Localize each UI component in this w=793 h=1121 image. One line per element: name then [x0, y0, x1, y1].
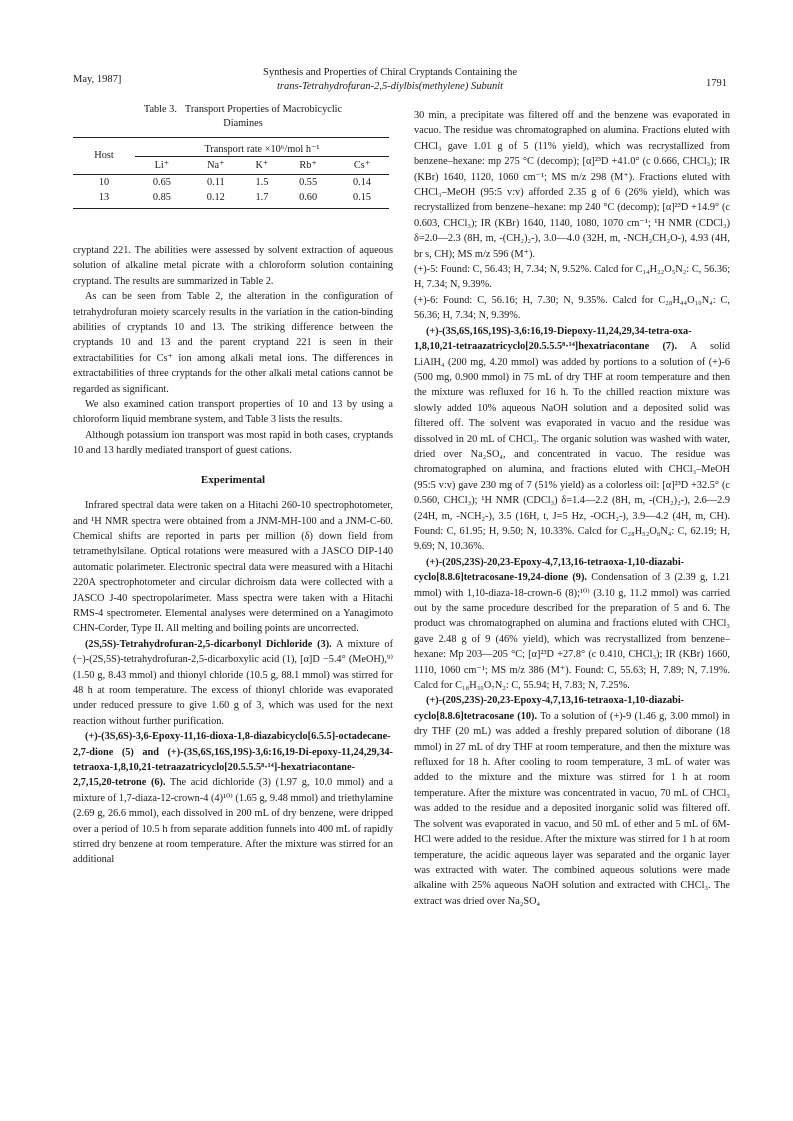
table-title-line1: Transport Properties of Macrobicyclic [184, 104, 343, 115]
analysis-paragraph: (+)-6: Found: C, 56.16; H, 7.30; N, 9.35%. Calcd for C₂₈H₄₄O₁₀N₄: C, 56.36; H, 7.34; N, 9.39%. [414, 294, 730, 322]
table-cell: 0.11 [206, 177, 225, 188]
section-title-experimental: Experimental [200, 473, 266, 486]
col-header-group: Transport rate ×10⁶/mol h⁻¹ [135, 138, 389, 157]
col-header-host: Host [73, 138, 135, 173]
compound-paragraph [414, 693, 730, 909]
table-cell-host: 10 [98, 177, 110, 188]
table-cell: 0.85 [152, 192, 171, 203]
table-row [73, 175, 389, 191]
table-cell: 1.5 [255, 177, 269, 188]
table-3 [73, 103, 393, 209]
col-header-cs: Cs⁺ [353, 159, 371, 171]
body-paragraph: Although potassium ion transport was most rapid in both cases, cryptands 10 and 13 hardly mediated transport of guest cations. [73, 429, 393, 457]
compound-text: A mixture of (−)-(2S,5S)-tetrahydrofuran-2,5-dicarboxylic acid (1), [α]D −5.4° (MeOH),⁹⁾ (1.50 g, 8.43 mmol) and thionyl chloride (10.5 g, 88.1 mmol) was stirred for 48 h at room temperature. The excess of thionyl chloride was evaporated under reduced pressure to give 1.60 g of 3, which was used for the next reaction without further purification. [73, 638, 393, 727]
table-title-line2: Diamines [223, 118, 263, 129]
header-title-line2: trans-Tetrahydrofuran-2,5-diylbis(methylene) Subunit [276, 81, 504, 92]
compound-paragraph [73, 729, 393, 868]
compound-title: (+)-(3S,6S)-3,6-Epoxy-11,16-dioxa-1,8-diazabicyclo[6.5.5]-octadecane-2,7-dione (5) and (+)-(3S,6S,16S,19S)-3,6:16,19-Di-epoxy-11,24,29,34-tetraoxa-1,8,10,21-tetraazatricyclo[20.5.5.5⁸·¹⁴]-hexatriacontane-2,7,15,20-tetrone (6). [73, 731, 393, 789]
body-paragraph: cryptand 221. The abilities were assessed by solvent extraction of aqueous solution of alkaline metal picrate with a chloroform solution containing cryptand. The results are summarized in Table 2. [73, 245, 393, 287]
compound-text: The acid dichloride (3) (1.97 g, 10.0 mmol) and a mixture of 1,7-diaza-12-crown-4 (4)¹⁰⁾ (1.65 g, 9.48 mmol) and triethylamine (2.69 g, 26.6 mmol), each dissolved in 200 mL of dry benzene, were dripped over a period of 10.5 h from separate addition funnels into 400 mL of rapidly stirred dry benzene at room temperature. After the mixture was stirred for an additional [73, 777, 393, 866]
compound-title: (+)-(20S,23S)-20,23-Epoxy-4,7,13,16-tetraoxa-1,10-diazabi-cyclo[8.8.6]tetracosane (10). [414, 695, 685, 722]
left-column [73, 243, 393, 868]
col-header-rb: Rb⁺ [299, 159, 317, 171]
col-header-na: Na⁺ [207, 159, 225, 171]
table-row [73, 190, 389, 205]
header-date: May, 1987] [73, 74, 122, 85]
body-paragraph: Infrared spectral data were taken on a Hitachi 260-10 spectrophotometer, and ¹H NMR spectra were obtained from a JNM-MH-100 and a JNM-C-60. Chemical shifts are reported in parts per million (δ) down field from tetramethylsilane. Optical rotations were measured with a JASCO DIP-140 automatic polarimeter. Electronic spectral data were measured with a Hitachi 220A spectrophotometer and circular dichroism data were collected with a JASCO J-40 spectropolarimeter. Mass spectra were taken with a Hitachi RMS-4 spectrometer. Elemental analyses were determined on a Yanagimoto CHN-Corder, Type II. All melting and boiling points are uncorrected. [73, 500, 393, 635]
transport-table [73, 137, 389, 209]
col-header-k: K⁺ [255, 159, 269, 171]
table-label: Table 3. [143, 104, 177, 115]
table-cell: 0.60 [299, 192, 318, 203]
table-cell: 0.15 [353, 192, 372, 203]
compound-text: To a solution of (+)-9 (1.46 g, 3.00 mmol) in dry THF (20 mL) was added a freshly prepared solution of diborane (18 mmol) in 27 mL of dry THF at room temperature, and then the mixture was refluxed for 18 h. After cooling to room temperature, 3 mL of water was added to the mixture and the mixture was stirred for 1 h at room temperature. After the mixture was concentrated in vacuo, 70 mL of CHCl₃ was added to the residue and a deposited inorganic solid was filtered off. The solvent was evaporated in vacuo, and 50 mL of ether and 5 mL of 6M-HCl were added to the residue. After the mixture was stirred for 1 h at room temperature, the acidic aqueous layer was separated and the organic layer was extracted with water. The combined aqueous solutions were made alkaline with 25% aqueous NaOH solution and extracted with CHCl₃. The extract was dried over Na₂SO₄ [414, 710, 731, 907]
body-paragraph: We also examined cation transport properties of 10 and 13 by using a chloroform liquid membrane system, and Table 3 lists the results. [73, 399, 393, 426]
table-caption [73, 103, 393, 131]
compound-paragraph [414, 555, 730, 694]
right-column [414, 108, 730, 909]
body-paragraph: As can be seen from Table 2, the alteration in the configuration of tetrahydrofuran moiety scarcely results in the variation in the cation-binding abilities of cryptands 10 and 13. The striking difference between the cryptands 10 and 13 and the parent cryptand 221 is seen in their extractabilities for Cs⁺ ion among alkali metal ions. The differences in extractabilities of three cryptands for the other alkali metal cations cannot be regarded as significant. [73, 291, 393, 395]
col-header-li: Li⁺ [154, 159, 170, 171]
analysis-paragraph: (+)-5: Found: C, 56.43; H, 7.34; N, 9.52%. Calcd for C₁₄H₂₂O₅N₂: C, 56.36; H, 7.34; N, 9.39%. [414, 264, 730, 291]
compound-title: (+)-(20S,23S)-20,23-Epoxy-4,7,13,16-tetraoxa-1,10-diazabi-cyclo[8.8.6]tetracosane-19,24-dione (9). [414, 556, 685, 584]
table-cell: 0.12 [206, 192, 225, 203]
compound-paragraph [73, 637, 393, 729]
header-title-line1: Synthesis and Properties of Chiral Cryptands Containing the [262, 67, 517, 78]
compound-title: (+)-(3S,6S,16S,19S)-3,6:16,19-Diepoxy-11,24,29,34-tetra-oxa-1,8,10,21-tetraazatricyclo[20.5.5.5⁸·¹⁴]hexatriacontane (7). [414, 325, 692, 353]
header-title [200, 66, 580, 94]
compound-paragraph [414, 324, 730, 555]
compound-text: A solid LiAlH₄ (200 mg, 4.20 mmol) was added by portions to a solution of (+)-6 (500 mg, 0.900 mmol) in 75 mL of dry THF at room temperature and then the mixture was refluxed for 16 h. To the chilled reaction mixture was slowly added 10% aqueous NaOH solution and a deposited solid was filtered off. The solvent was evaporated in vacuo and the residue was dissolved in 20 mL of CHCl₃. The organic solution was washed with water, dried over Na₂SO₄, and concentrated in vacuo. The residue was chromatographed on alumina, and fractions eluted with CHCl₃–MeOH (95:5 v:v) gave 230 mg of 7 (51% yield) as a colorless oil: [α]²³D +32.5° (c 0.560, CHCl₃); ¹H NMR (CDCl₃) δ=1.4—2.2 (8H, m, -(CH₂)₂-), 2.6—2.9 (24H, m, -NCH₂-), 3.5 (16H, t, J=5 Hz, -OCH₂-), 3.9—4.2 (4H, m, CH). Found: C, 61.95; H, 9.50; N, 10.33%. Calcd for C₂₈H₅₂O₈N₄: C, 62.19; H, 9.69; N, 10.36%. [414, 341, 730, 553]
compound-title: (2S,5S)-Tetrahydrofuran-2,5-dicarbonyl Dichloride (3). [85, 638, 332, 650]
table-cell-host: 13 [98, 192, 110, 203]
table-cell: 0.55 [299, 177, 318, 188]
body-paragraph: 30 min, a precipitate was filtered off and the benzene was evaporated in vacuo. The residue was chromatographed on alumina. Fractions eluted with CHCl₃ gave 1.01 g of 5 (11% yield), which was recrystallized from benzene–hexane: mp 275 °C (decomp); [α]²³D +41.0° (c 0.666, CHCl₃); IR (KBr) 1640, 1120, 1060 cm⁻¹; MS m/z 298 (M⁺). Fractions eluted with CHCl₃–MeOH (95:5 v:v) afforded 2.35 g of 6 (26% yield), which was recrystallized from benzene–hexane: mp 240 °C (decomp); [α]²³D +14.9° (c 0.603, CHCl₃); IR (KBr) 1640, 1140, 1080, 1070 cm⁻¹; ¹H NMR (CDCl₃) δ=2.0—2.3 (8H, m, -(CH₂)₂-), 3.0—4.0 (32H, m, -NCH₂CH₂O-), 4.93 (4H, br s, CH); MS m/z 596 (M⁺). [414, 110, 730, 260]
table-cell: 1.7 [255, 192, 269, 203]
page-number: 1791 [706, 78, 727, 89]
compound-text: Condensation of 3 (2.39 g, 1.21 mmol) with 1,10-diaza-18-crown-6 (8);¹⁰⁾ (3.10 g, 11.2 mmol) was carried out by the same procedure described for the preparation of 5 and 6. The product was chromatographed on alumina and fractions eluted with CHCl₃ gave 2.48 g of 9 (46% yield), which was recrystallized from benzene–hexane: Mp 203—205 °C; [α]²³D +27.8° (c 0.410, CHCl₃); IR (KBr) 1660, 1110, 1060 cm⁻¹; MS m/z 386 (M⁺). Found: C, 55.63; H, 7.89; N, 7.19%. Calcd for C₁₈H₃₀O₇N₂: C, 55.94; H, 7.83; N, 7.25%. [414, 572, 731, 692]
table-cell: 0.14 [353, 177, 372, 188]
table-cell: 0.65 [152, 177, 171, 188]
